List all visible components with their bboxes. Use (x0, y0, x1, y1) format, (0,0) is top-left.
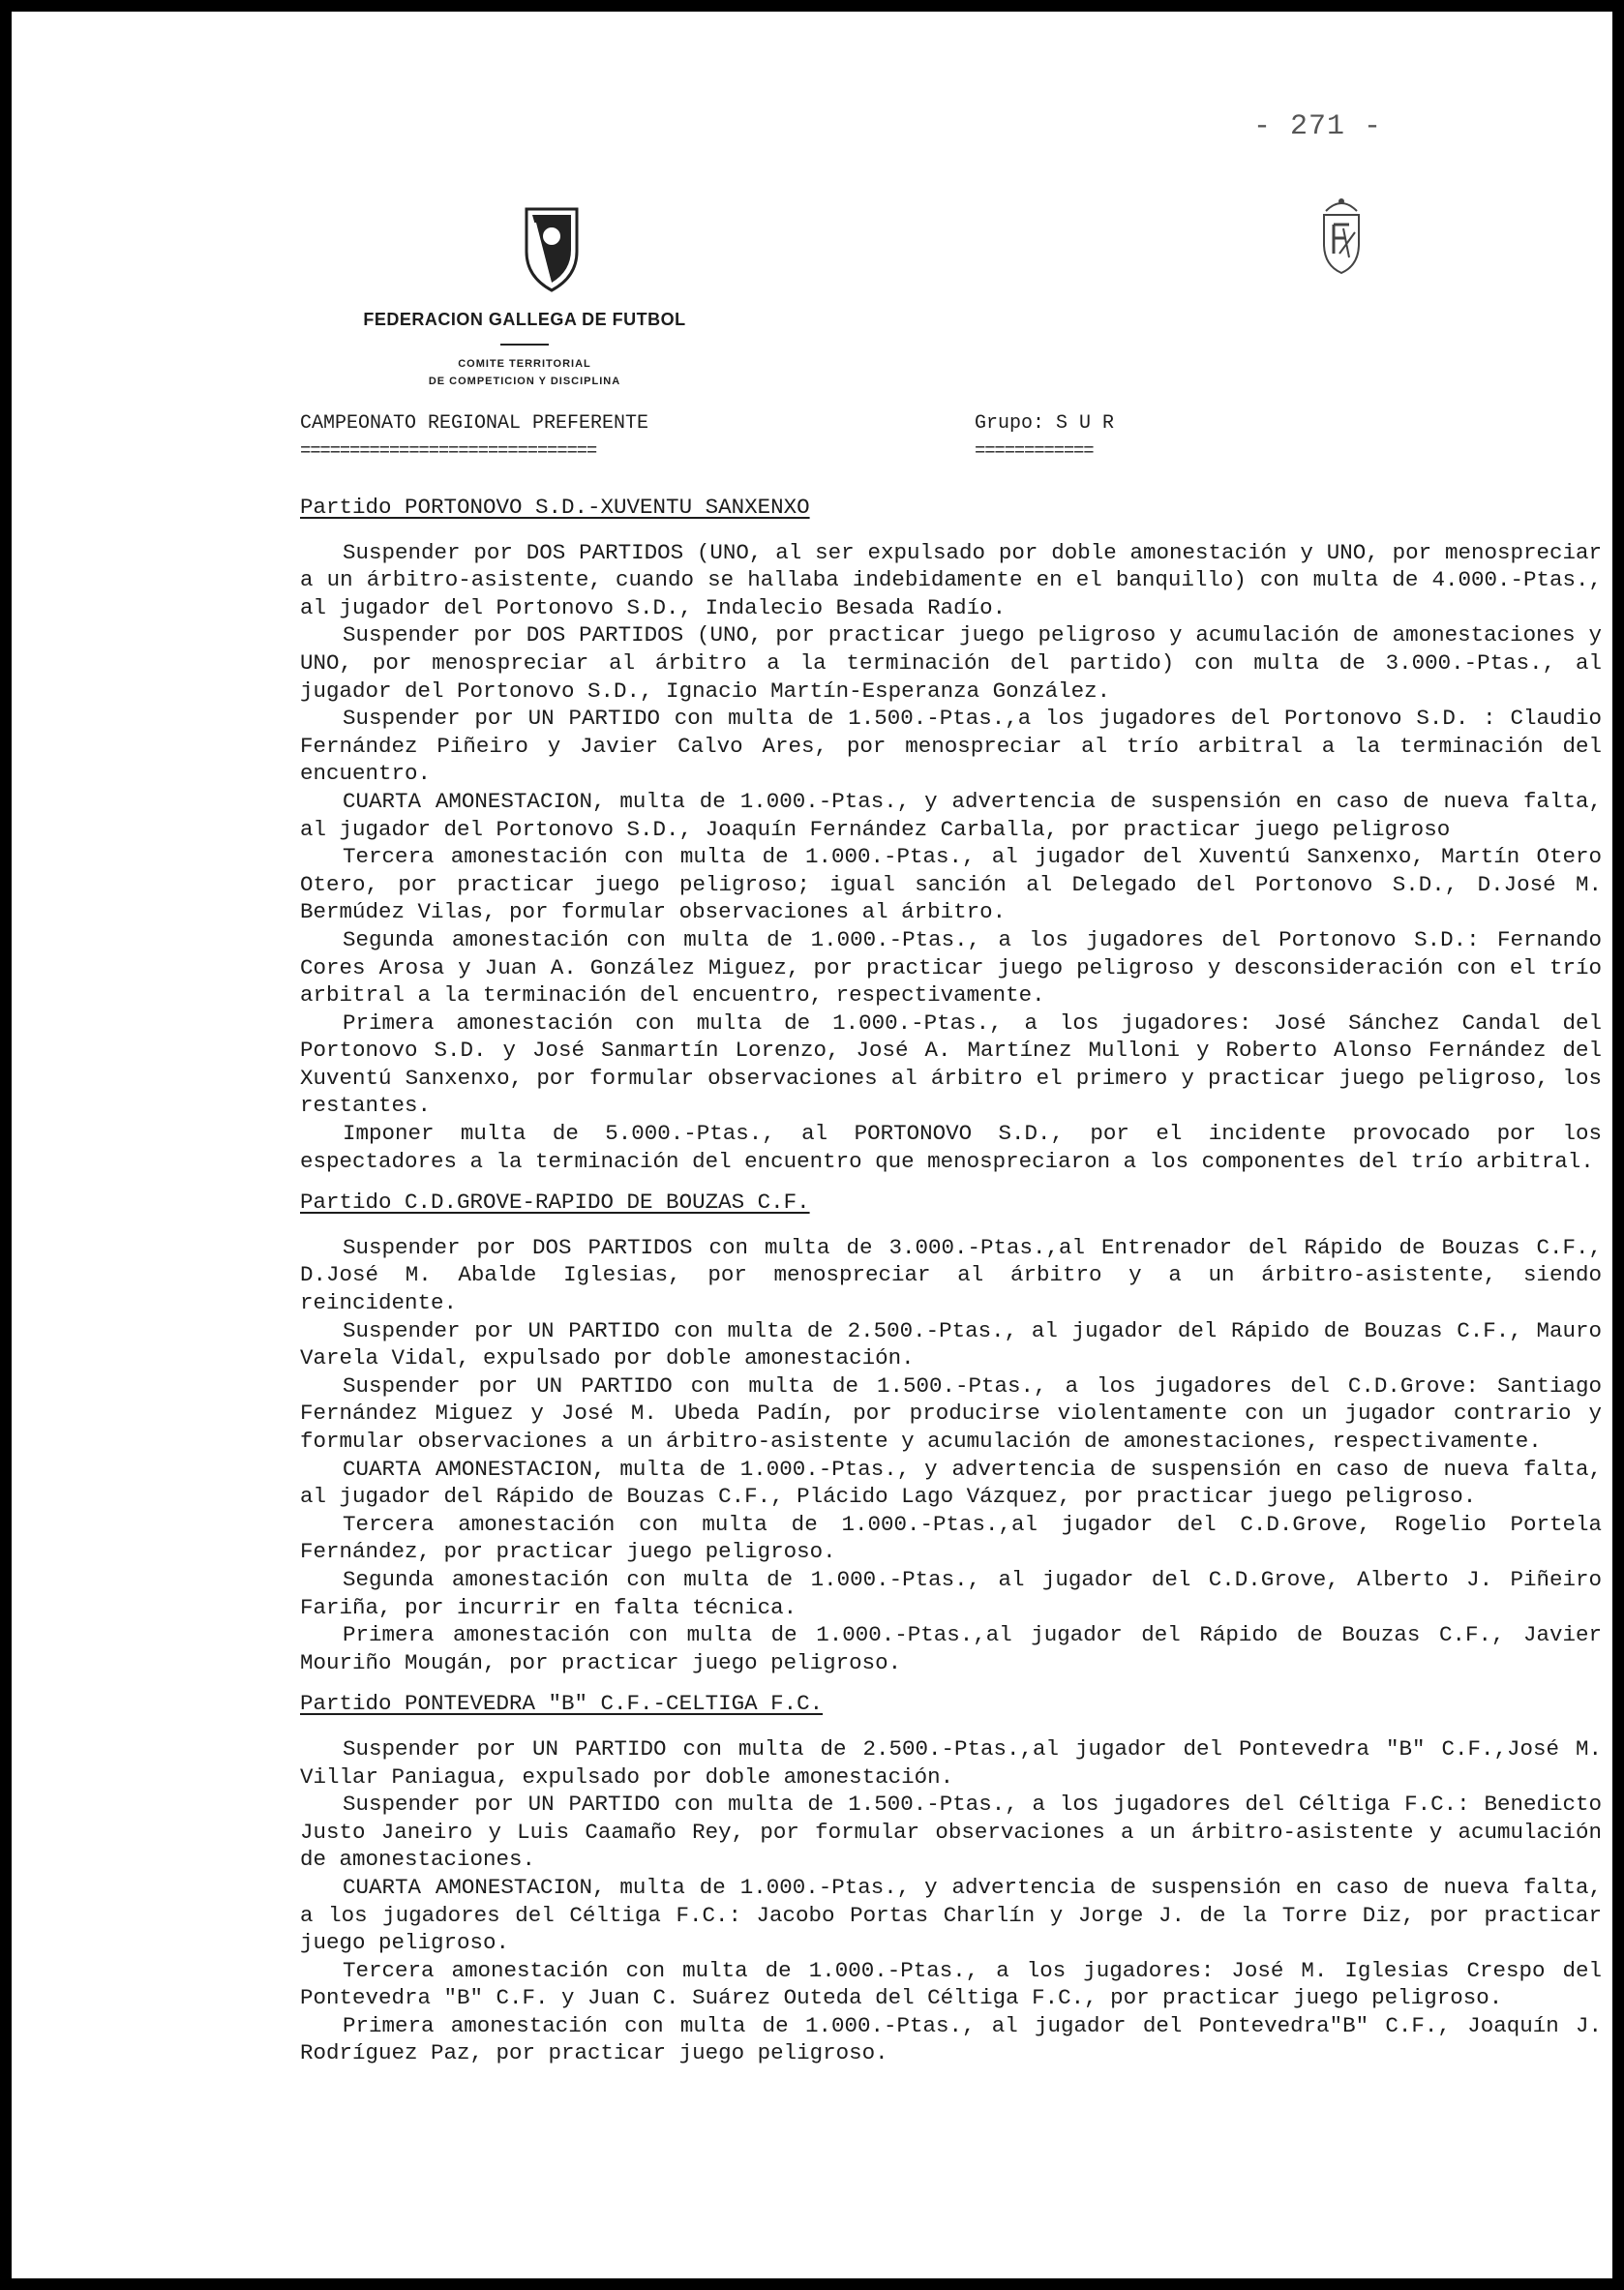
sanction-paragraph: Tercera amonestación con multa de 1.000.-Ptas., al jugador del Xuventú Sanxenxo, Martín Otero Otero, por practicar juego peligroso; igual sanción al Delegado del Portonovo S.D., D.José M. Bermúdez Vilas, por formular observaciones al árbitro. (300, 844, 1602, 925)
championship-rule: ============================== (300, 440, 597, 462)
federation-seal-icon (523, 201, 581, 294)
group-rule: ============ (975, 440, 1094, 462)
sanction-paragraph: Segunda amonestación con multa de 1.000.-Ptas., al jugador del C.D.Grove, Alberto J. Piñeiro Fariña, por incurrir en falta técnica. (300, 1566, 1602, 1620)
royal-crest-icon (1314, 194, 1368, 277)
match-section (300, 1676, 1602, 2067)
committee-line-1: COMITE TERRITORIAL (458, 358, 591, 370)
sanction-paragraph: Suspender por UN PARTIDO con multa de 2.500.-Ptas., al jugador del Rápido de Bouzas C.F., Mauro Varela Vidal, expulsado por doble amonestación. (300, 1317, 1602, 1371)
group-title: Grupo: S U R (975, 412, 1115, 435)
match-section (300, 494, 1602, 1175)
sanction-paragraph: Suspender por UN PARTIDO con multa de 1.500.-Ptas., a los jugadores del Céltiga F.C.: Benedicto Justo Janeiro y Luis Caamaño Rey, por formular observaciones a un árbitro-asistente y acumulación de amonestaciones. (300, 1792, 1602, 1873)
sanction-paragraph: Primera amonestación con multa de 1.000.-Ptas., a los jugadores: José Sánchez Candal del Portonovo S.D. y José Sanmartín Lorenzo, José A. Martínez Mulloni y Roberto Alonso Fernández del Xuventú Sanxenxo, por formular observaciones al árbitro el primero y practicar juego peligroso, los restantes. (300, 1009, 1602, 1119)
sanction-paragraph: Segunda amonestación con multa de 1.000.-Ptas., a los jugadores del Portonovo S.D.: Fernando Cores Arosa y Juan A. González Miguez, por practicar juego peligroso y desconsideración con el trío arbitral a la terminación del encuentro, respectivamente. (300, 926, 1602, 1009)
sanction-paragraph: Suspender por UN PARTIDO con multa de 1.500.-Ptas., a los jugadores del C.D.Grove: Santiago Fernández Miguez y José M. Ubeda Padín, por producirse violentamente con un jugador contrario y formular observaciones a un árbitro-asistente y acumulación de amonestaciones, respectivamente. (300, 1372, 1602, 1454)
championship-title-block (300, 412, 648, 462)
match-heading: Partido PORTONOVO S.D.-XUVENTU SANXENXO (300, 495, 810, 520)
sanction-paragraph: Suspender por DOS PARTIDOS (UNO, por practicar juego peligroso y acumulación de amonestaciones y UNO, por menospreciar al árbitro a la terminación del partido) con multa de 3.000.-Ptas., al jugador del Portonovo S.D., Ignacio Martín-Esperanza González. (300, 622, 1602, 704)
sanction-paragraph: CUARTA AMONESTACION, multa de 1.000.-Ptas., y advertencia de suspensión en caso de nueva falta, al jugador del Rápido de Bouzas C.F., Plácido Lago Vázquez, por practicar juego peligroso. (300, 1456, 1602, 1510)
sanction-paragraph: Primera amonestación con multa de 1.000.-Ptas., al jugador del Pontevedra"B" C.F., Joaquín J. Rodríguez Paz, por practicar juego peligroso. (300, 2012, 1602, 2066)
match-heading: Partido PONTEVEDRA "B" C.F.-CELTIGA F.C. (300, 1691, 824, 1717)
sanction-paragraph: Tercera amonestación con multa de 1.000.-Ptas.,al jugador del C.D.Grove, Rogelio Portela Fernández, por practicar juego peligroso. (300, 1511, 1602, 1565)
federation-name: FEDERACION GALLEGA DE FUTBOL (363, 310, 686, 329)
sanction-paragraph: Suspender por UN PARTIDO con multa de 2.500.-Ptas.,al jugador del Pontevedra "B" C.F.,José M. Villar Paniagua, expulsado por doble amonestación. (300, 1735, 1602, 1790)
match-section (300, 1175, 1602, 1676)
sanction-paragraph: CUARTA AMONESTACION, multa de 1.000.-Ptas., y advertencia de suspensión en caso de nueva falta, a los jugadores del Céltiga F.C.: Jacobo Portas Charlín y Jorge J. de la Torre Diz, por practicar juego peligroso. (300, 1874, 1602, 1956)
sanction-paragraph: Imponer multa de 5.000.-Ptas., al PORTONOVO S.D., por el incidente provocado por los espectadores a la terminación del encuentro que menospreciaron a los componentes del trío arbitral. (300, 1121, 1602, 1174)
committee-line-2: DE COMPETICION Y DISCIPLINA (428, 376, 621, 387)
sanction-paragraph: Suspender por DOS PARTIDOS con multa de 3.000.-Ptas.,al Entrenador del Rápido de Bouzas C.F., D.José M. Abalde Iglesias, por menospreciar al árbitro y a un árbitro-asistente, siendo reincidente. (300, 1234, 1602, 1316)
sanction-paragraph: CUARTA AMONESTACION, multa de 1.000.-Ptas., y advertencia de suspensión en caso de nueva falta, al jugador del Portonovo S.D., Joaquín Fernández Carballa, por practicar juego peligroso (300, 788, 1602, 842)
committee-name (346, 355, 704, 390)
sanction-paragraph: Suspender por UN PARTIDO con multa de 1.500.-Ptas.,a los jugadores del Portonovo S.D. : Claudio Fernández Piñeiro y Javier Calvo Ares, por menospreciar al trío arbitral a la terminación del encuentro. (300, 706, 1602, 787)
sanction-paragraph: Primera amonestación con multa de 1.000.-Ptas.,al jugador del Rápido de Bouzas C.F., Javier Mouriño Mougán, por practicar juego peligroso. (300, 1622, 1602, 1675)
championship-title: CAMPEONATO REGIONAL PREFERENTE (300, 412, 649, 435)
page-number: - 271 - (1252, 110, 1382, 143)
divider (500, 344, 549, 346)
sanction-paragraph: Suspender por DOS PARTIDOS (UNO, al ser expulsado por doble amonestación y UNO, por menospreciar a un árbitro-asistente, cuando se hallaba indebidamente en el banquillo) con multa de 4.000.-Ptas., al jugador del Portonovo S.D., Indalecio Besada Radío. (300, 539, 1602, 620)
sanction-paragraph: Tercera amonestación con multa de 1.000.-Ptas., a los jugadores: José M. Iglesias Crespo del Pontevedra "B" C.F. y Juan C. Suárez Outeda del Céltiga F.C., por practicar juego peligroso. (300, 1957, 1602, 2011)
match-heading: Partido C.D.GROVE-RAPIDO DE BOUZAS C.F. (300, 1190, 810, 1216)
document-body (300, 494, 1602, 2067)
group-title-block (975, 412, 1114, 462)
